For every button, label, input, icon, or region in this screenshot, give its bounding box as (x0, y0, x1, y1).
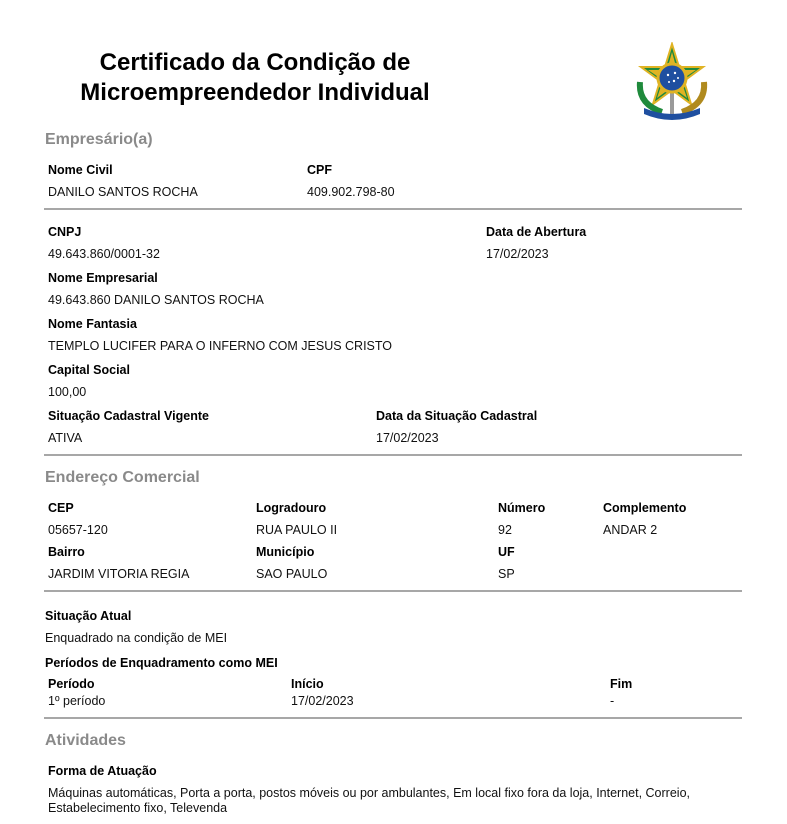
fim-value: - (610, 694, 615, 708)
complemento-label: Complemento (603, 501, 687, 515)
numero-value: 92 (498, 523, 512, 537)
forma-atuacao-line-2: Estabelecimento fixo, Televenda (48, 801, 228, 815)
divider (44, 208, 742, 210)
section-atividades: Atividades (45, 732, 126, 749)
municipio-label: Município (256, 545, 315, 559)
nome-civil-label: Nome Civil (48, 163, 113, 177)
situacao-cadastral-label: Situação Cadastral Vigente (48, 409, 209, 423)
fim-column-header: Fim (610, 677, 633, 691)
inicio-column-header: Início (291, 677, 324, 691)
forma-atuacao-line-1: Máquinas automáticas, Porta a porta, postos móveis ou por ambulantes, Em local fixo fora da loja, Internet, Correio, (48, 786, 690, 800)
forma-atuacao-label: Forma de Atuação (48, 764, 157, 778)
numero-label: Número (498, 501, 546, 515)
nome-civil-value: DANILO SANTOS ROCHA (48, 185, 198, 199)
divider (44, 454, 742, 456)
situacao-atual-value: Enquadrado na condição de MEI (45, 631, 228, 645)
cpf-label: CPF (307, 163, 332, 177)
periodos-label: Períodos de Enquadramento como MEI (45, 656, 278, 670)
data-abertura-value: 17/02/2023 (486, 247, 549, 261)
cnpj-label: CNPJ (48, 225, 82, 239)
bairro-value: JARDIM VITORIA REGIA (48, 567, 190, 581)
section-empresario: Empresário(a) (45, 131, 153, 148)
cep-label: CEP (48, 501, 74, 515)
nome-empresarial-label: Nome Empresarial (48, 271, 158, 285)
cpf-value: 409.902.798-80 (307, 185, 395, 199)
complemento-value: ANDAR 2 (603, 523, 658, 537)
divider (44, 717, 742, 719)
data-situacao-value: 17/02/2023 (376, 431, 439, 445)
bairro-label: Bairro (48, 545, 85, 559)
title-line-1: Certificado da Condição de (99, 49, 411, 76)
logradouro-value: RUA PAULO II (256, 523, 338, 537)
nome-fantasia-value: TEMPLO LUCIFER PARA O INFERNO COM JESUS CRISTO (48, 339, 393, 353)
brazil-coat-of-arms-icon (630, 42, 714, 122)
uf-label: UF (498, 545, 515, 559)
periodo-column-header: Período (48, 677, 95, 691)
data-situacao-label: Data da Situação Cadastral (376, 409, 538, 423)
page-title (60, 48, 450, 108)
cep-value: 05657-120 (48, 523, 108, 537)
inicio-value: 17/02/2023 (291, 694, 354, 708)
capital-social-value: 100,00 (48, 385, 87, 399)
municipio-value: SAO PAULO (256, 567, 328, 581)
nome-fantasia-label: Nome Fantasia (48, 317, 137, 331)
capital-social-label: Capital Social (48, 363, 130, 377)
divider (44, 590, 742, 592)
periodo-value: 1º período (48, 694, 106, 708)
cnpj-value: 49.643.860/0001-32 (48, 247, 160, 261)
title-line-2: Microempreendedor Individual (80, 79, 430, 106)
nome-empresarial-value: 49.643.860 DANILO SANTOS ROCHA (48, 293, 264, 307)
uf-value: SP (498, 567, 515, 581)
section-endereco: Endereço Comercial (45, 469, 200, 486)
situacao-cadastral-value: ATIVA (48, 431, 83, 445)
data-abertura-label: Data de Abertura (486, 225, 587, 239)
situacao-atual-label: Situação Atual (45, 609, 132, 623)
logradouro-label: Logradouro (256, 501, 327, 515)
